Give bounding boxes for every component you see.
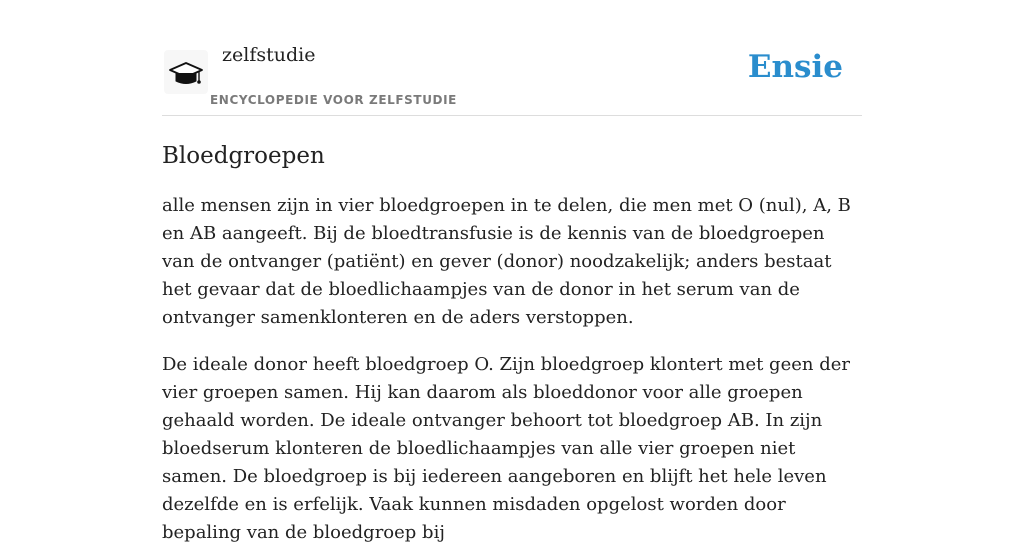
article-body bbox=[162, 192, 862, 547]
site-name[interactable]: zelfstudie bbox=[222, 44, 316, 66]
site-header bbox=[162, 44, 862, 116]
paragraph: alle mensen zijn in vier bloedgroepen in te delen, die men met O (nul), A, B en AB aangeeft. Bij de bloedtransfusie is de kennis van de bloedgroepen van de ontvanger (patiënt) en gever (donor) noodzakelijk; anders bestaat het gevaar dat de bloedlichaampjes van de donor in het serum van de ontvanger samenklonteren en de aders verstoppen. bbox=[162, 195, 851, 328]
page-title: Bloedgroepen bbox=[162, 143, 325, 169]
graduation-cap-icon[interactable] bbox=[164, 50, 208, 94]
ensie-logo-link[interactable]: Ensie bbox=[747, 49, 843, 85]
site-tagline: ENCYCLOPEDIE VOOR ZELFSTUDIE bbox=[210, 93, 457, 107]
paragraph: De ideale donor heeft bloedgroep O. Zijn bloedgroep klontert met geen der vier groepen samen. Hij kan daarom als bloeddonor voor alle groepen gehaald worden. De ideale ontvanger behoort tot bloedgroep AB. In zijn bloedserum klonteren de bloedlichaampjes van alle vier groepen niet samen. De bloedgroep is bij iedereen aangeboren en blijft het hele leven dezelfde en is erfelijk. Vaak kunnen misdaden opgelost worden door bepaling van de bloedgroep bij bbox=[162, 354, 850, 543]
page bbox=[162, 0, 862, 547]
